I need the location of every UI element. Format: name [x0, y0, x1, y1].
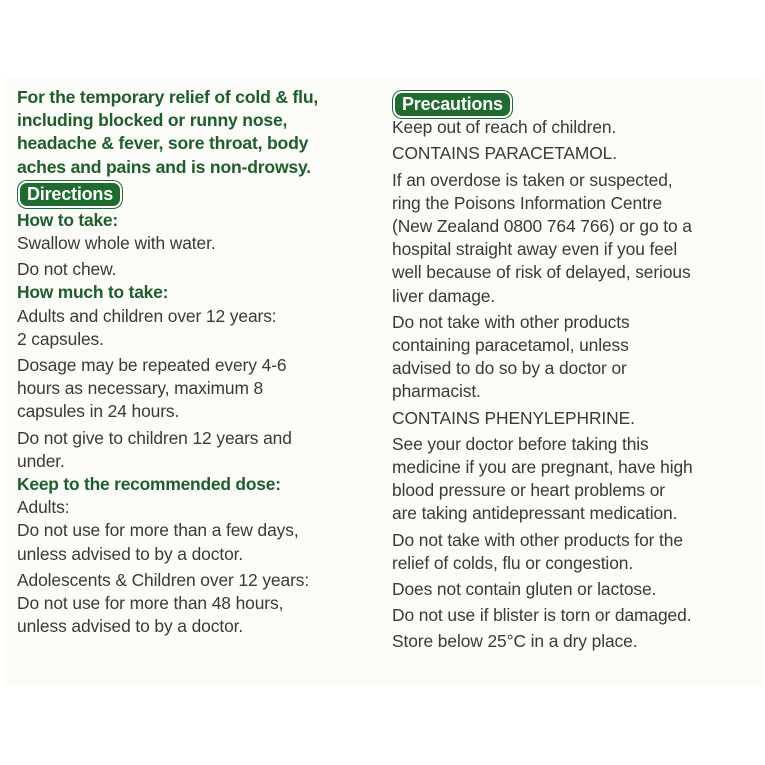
paragraph	[17, 427, 372, 473]
precaution-paragraph	[392, 529, 760, 575]
precaution-paragraph	[392, 142, 760, 165]
directions-heading: Directions	[20, 183, 120, 206]
precaution-paragraph	[392, 311, 760, 404]
text-line: under.	[17, 450, 65, 471]
precaution-paragraph	[392, 630, 760, 653]
text-line: Do not use for more than 48 hours,	[17, 593, 284, 614]
precaution-paragraph	[392, 116, 760, 139]
paragraph	[17, 232, 372, 255]
text-line: medicine if you are pregnant, have high	[392, 457, 693, 478]
keep-dose-title: Keep to the recommended dose:	[17, 474, 281, 495]
how-much-section	[17, 281, 372, 473]
how-much-title: How much to take:	[17, 282, 169, 303]
text-line: unless advised to by a doctor.	[17, 616, 244, 637]
text-line: Do not use for more than a few days,	[17, 520, 299, 541]
text-line: 2 capsules.	[17, 328, 104, 349]
intro-line: aches and pains and is non-drowsy.	[17, 156, 311, 177]
text-line: CONTAINS PARACETAMOL.	[392, 143, 617, 164]
text-line: hours as necessary, maximum 8	[17, 378, 264, 399]
text-line: hospital straight away even if you feel	[392, 239, 678, 260]
intro-block	[17, 86, 372, 179]
text-line: Does not contain gluten or lactose.	[392, 579, 657, 600]
text-line: (New Zealand 0800 764 766) or go to a	[392, 216, 692, 237]
paragraph	[17, 354, 372, 424]
text-line: Keep out of reach of children.	[392, 117, 617, 138]
text-line: Store below 25°C in a dry place.	[392, 631, 638, 652]
text-line: Do not give to children 12 years and	[17, 427, 292, 448]
precaution-paragraph	[392, 433, 760, 526]
paragraph	[17, 305, 372, 351]
text-line: CONTAINS PHENYLEPHRINE.	[392, 407, 635, 428]
keep-dose-section	[17, 473, 372, 638]
text-line: containing paracetamol, unless	[392, 335, 629, 356]
text-line: Adolescents & Children over 12 years:	[17, 569, 310, 590]
precautions-list	[392, 116, 760, 653]
text-line: Do not take with other products for the	[392, 529, 683, 550]
precaution-paragraph	[392, 604, 760, 627]
paragraph	[17, 569, 372, 639]
text-line: well because of risk of delayed, serious	[392, 262, 691, 283]
how-to-take-title: How to take:	[17, 209, 118, 230]
text-line: unless advised to by a doctor.	[17, 543, 244, 564]
text-line: capsules in 24 hours.	[17, 401, 180, 422]
how-to-take-section	[17, 209, 372, 282]
text-line: Swallow whole with water.	[17, 233, 216, 254]
precautions-heading: Precautions	[395, 93, 510, 116]
text-line: Do not take with other products	[392, 311, 630, 332]
text-line: Do not chew.	[17, 259, 117, 280]
left-column	[17, 86, 372, 638]
text-line: See your doctor before taking this	[392, 433, 649, 454]
text-line: If an overdose is taken or suspected,	[392, 169, 673, 190]
right-column	[392, 93, 760, 654]
text-line: are taking antidepressant medication.	[392, 503, 678, 524]
precaution-paragraph	[392, 407, 760, 430]
text-line: Dosage may be repeated every 4-6	[17, 355, 287, 376]
text-line: pharmacist.	[392, 381, 481, 402]
text-line: advised to do so by a doctor or	[392, 358, 627, 379]
text-line: Adults and children over 12 years:	[17, 305, 277, 326]
intro-line: For the temporary relief of cold & flu,	[17, 87, 319, 107]
text-line: ring the Poisons Information Centre	[392, 192, 663, 213]
paragraph	[17, 496, 372, 566]
text-line: Do not use if blister is torn or damaged.	[392, 605, 692, 626]
precaution-paragraph	[392, 169, 760, 308]
paragraph	[17, 258, 372, 281]
text-line: Adults:	[17, 497, 70, 518]
text-line: blood pressure or heart problems or	[392, 480, 665, 501]
intro-line: headache & fever, sore throat, body	[17, 133, 309, 154]
text-line: liver damage.	[392, 285, 496, 306]
precaution-paragraph	[392, 578, 760, 601]
intro-line: including blocked or runny nose,	[17, 110, 288, 131]
text-line: relief of colds, flu or congestion.	[392, 552, 634, 573]
